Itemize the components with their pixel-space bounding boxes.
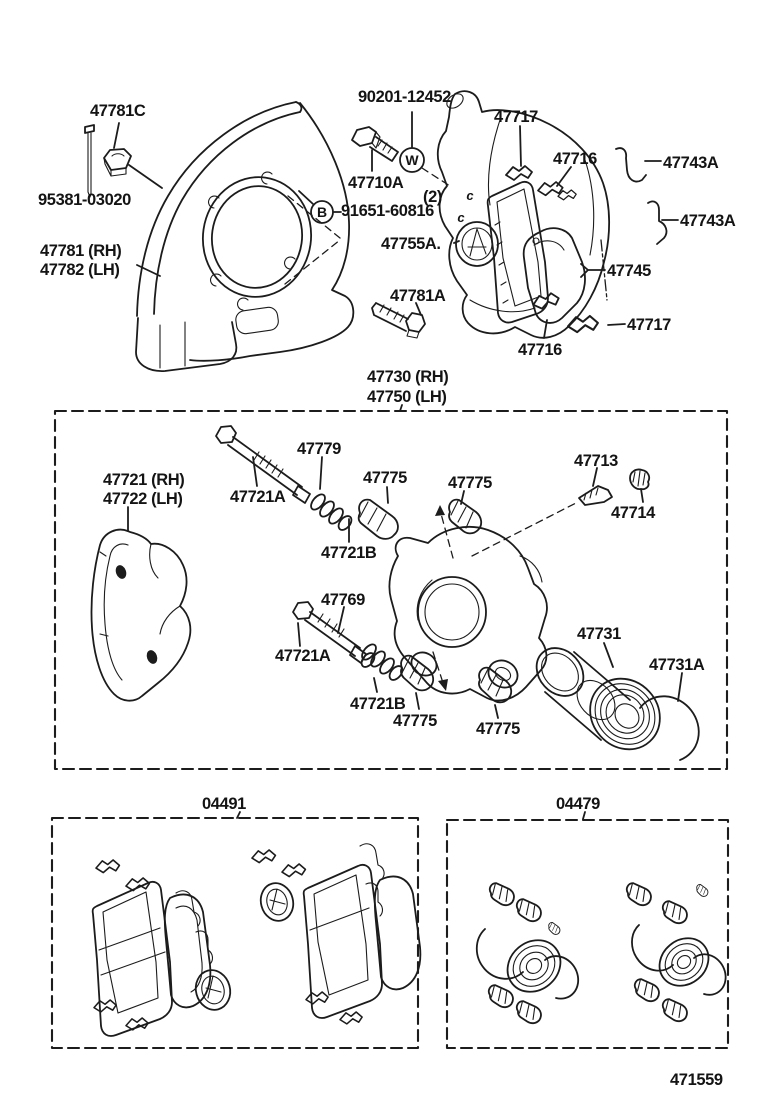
bolt-47781A-drawing bbox=[372, 303, 425, 338]
pad-clip-47717-lower bbox=[568, 316, 598, 332]
nut-47781C-drawing bbox=[104, 149, 131, 176]
callout-47721B-lower: 47721B bbox=[350, 694, 406, 713]
bolt-47710A-drawing bbox=[352, 127, 398, 161]
callout-90201-12452: 90201-12452 bbox=[358, 87, 451, 106]
washer-qty: (2) bbox=[423, 187, 442, 206]
pad-support-plate-drawing bbox=[91, 530, 190, 701]
callout-47721A-lower: 47721A bbox=[275, 646, 331, 665]
shim-ring-drawing bbox=[456, 222, 498, 266]
callout-95381-03020: 95381-03020 bbox=[38, 190, 131, 209]
callout-47775-top-right: 47775 bbox=[448, 473, 492, 492]
callout-47716-lower: 47716 bbox=[518, 340, 562, 359]
assembly-guide-arrows bbox=[433, 503, 576, 691]
callout-47755A: 47755A. bbox=[381, 234, 441, 253]
figure-number: 471559 bbox=[670, 1070, 723, 1089]
washer-symbol bbox=[400, 148, 424, 172]
caliper-assembly-drawing bbox=[438, 91, 667, 338]
washer-letter: W bbox=[405, 152, 419, 168]
c-mark-2: c bbox=[457, 210, 465, 225]
bleeder-screw-drawing bbox=[579, 486, 612, 505]
bolt-symbol bbox=[311, 201, 333, 223]
callout-47721A-upper: 47721A bbox=[230, 487, 286, 506]
callout-47779: 47779 bbox=[297, 439, 341, 458]
wear-indicator-47743A-lower bbox=[648, 201, 666, 244]
callout-47781C: 47781C bbox=[90, 101, 146, 120]
assembly-label-rh: 47730 (RH) bbox=[367, 367, 449, 386]
callout-47714: 47714 bbox=[611, 503, 655, 522]
pin-boot-upper-drawing bbox=[359, 500, 398, 539]
callout-47722-lh: 47722 (LH) bbox=[103, 489, 183, 508]
bolt-letter: B bbox=[316, 204, 328, 220]
callout-47769: 47769 bbox=[321, 590, 365, 609]
assembly-label-lh: 47750 (LH) bbox=[367, 387, 447, 406]
callout-47782-lh: 47782 (LH) bbox=[40, 260, 120, 279]
piston-boot-ring-drawing bbox=[640, 696, 699, 760]
callout-47717-upper: 47717 bbox=[494, 107, 538, 126]
bolt-95381-drawing bbox=[85, 125, 94, 197]
cylinder-assembly-box bbox=[55, 411, 727, 769]
cylinder-kit-box bbox=[447, 820, 728, 1048]
wear-indicator-47743A-upper bbox=[616, 148, 646, 181]
cylinder-kit-contents-drawing bbox=[477, 880, 726, 1026]
callout-47775-bottom-right: 47775 bbox=[476, 719, 520, 738]
dust-shield-drawing bbox=[136, 102, 353, 371]
callout-47781A: 47781A bbox=[390, 286, 446, 305]
bleeder-cap-drawing bbox=[630, 469, 649, 489]
callout-47713: 47713 bbox=[574, 451, 618, 470]
callout-47775-bottom-left: 47775 bbox=[393, 711, 437, 730]
callout-47781-rh: 47781 (RH) bbox=[40, 241, 122, 260]
cylinder-kit-number: 04479 bbox=[556, 794, 600, 813]
callout-47745: 47745 bbox=[607, 261, 651, 280]
callout-47710A: 47710A bbox=[348, 173, 404, 192]
pad-kit-contents-drawing bbox=[93, 844, 421, 1036]
callout-47721B-upper: 47721B bbox=[321, 543, 377, 562]
callout-47731: 47731 bbox=[577, 624, 621, 643]
pad-kit-box bbox=[52, 818, 418, 1048]
callout-47717-lower: 47717 bbox=[627, 315, 671, 334]
callout-47743A-lower: 47743A bbox=[680, 211, 736, 230]
callout-47743A-upper: 47743A bbox=[663, 153, 719, 172]
callout-47716-upper: 47716 bbox=[553, 149, 597, 168]
pad-clip-47717-upper bbox=[506, 166, 532, 180]
callout-91651-60816: 91651-60816 bbox=[341, 201, 434, 220]
pad-kit-number: 04491 bbox=[202, 794, 246, 813]
callout-47775-top-left: 47775 bbox=[363, 468, 407, 487]
callout-47721-rh: 47721 (RH) bbox=[103, 470, 185, 489]
callout-47731A: 47731A bbox=[649, 655, 705, 674]
c-mark-1: c bbox=[466, 188, 474, 203]
caliper-body-drawing bbox=[389, 527, 547, 701]
